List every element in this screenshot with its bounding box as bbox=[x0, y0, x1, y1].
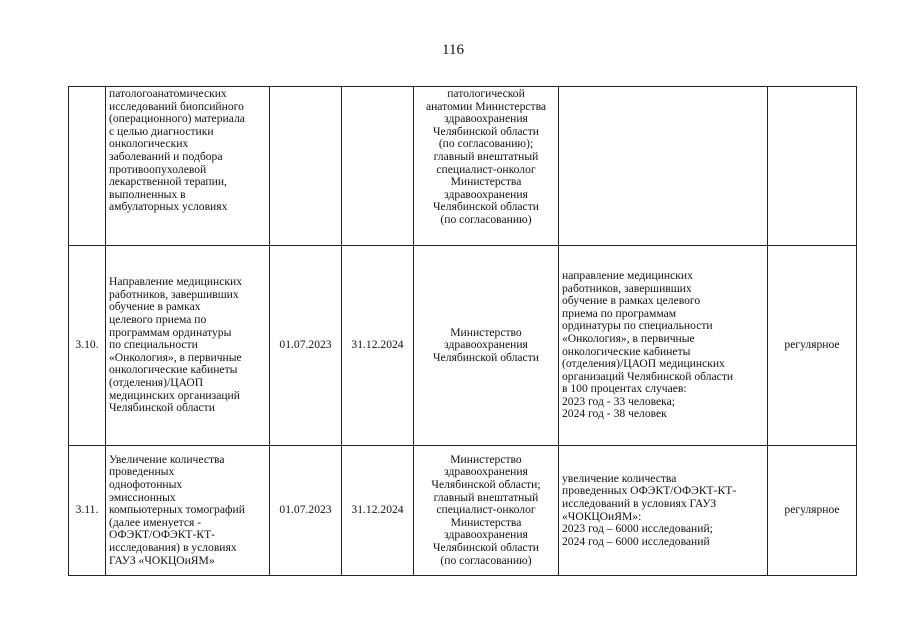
measure-description-cell bbox=[106, 446, 270, 576]
expected-result-cell-line: 2023 год - 33 человека; bbox=[562, 394, 675, 408]
expected-result-cell-line: 2024 год – 6000 исследований bbox=[562, 534, 710, 548]
measure-description-cell-line: компьютерных томографий bbox=[109, 503, 245, 517]
expected-result-cell-line: онкологические кабинеты bbox=[562, 344, 691, 358]
expected-result-cell-line: ординатуры по специальности bbox=[562, 319, 713, 333]
measure-description-cell-line: целевого приема по bbox=[109, 313, 207, 327]
measure-description-cell-line: (отделения)/ЦАОП bbox=[109, 375, 204, 389]
responsible-cell-line: (по согласованию); bbox=[438, 137, 534, 151]
responsible-cell-line: Министерства bbox=[450, 515, 522, 529]
measure-description-cell-line: ОФЭКТ/ОФЭКТ-КТ- bbox=[109, 528, 216, 542]
expected-result-cell-line: 2024 год - 38 человек bbox=[562, 407, 667, 421]
expected-result-cell bbox=[559, 246, 768, 446]
measure-description-cell-line: противоопухолевой bbox=[109, 162, 207, 176]
responsible-cell-line: здравоохранения bbox=[444, 528, 528, 542]
frequency-cell: регулярное bbox=[768, 246, 857, 446]
measure-description-cell-line: заболеваний и подбора bbox=[109, 149, 223, 163]
measure-description-cell-line: обучение в рамках bbox=[109, 300, 201, 314]
table-row bbox=[69, 446, 857, 576]
measure-description-cell bbox=[106, 87, 270, 246]
responsible-cell-line: здравоохранения bbox=[444, 465, 528, 479]
measure-description-cell-line: исследований биопсийного bbox=[109, 99, 244, 113]
measure-description-cell-line: Увеличение количества bbox=[109, 452, 225, 466]
start-date-cell bbox=[270, 87, 342, 246]
expected-result-cell-line: приема по программам bbox=[562, 306, 677, 320]
expected-result-cell-line: направление медицинских bbox=[562, 268, 693, 282]
measure-description-cell-line: исследования) в условиях bbox=[109, 540, 237, 554]
measure-description-cell-line: амбулаторных условиях bbox=[109, 200, 228, 214]
responsible-cell-line: Челябинской области bbox=[433, 124, 539, 138]
expected-result-cell-line: «ЧОКЦОиЯМ»: bbox=[562, 509, 642, 523]
measure-description-cell-line: однофотонных bbox=[109, 478, 183, 492]
responsible-cell bbox=[414, 87, 559, 246]
responsible-cell-line: анатомии Министерства bbox=[425, 99, 547, 113]
expected-result-cell-line: в 100 процентах случаев: bbox=[562, 382, 687, 396]
responsible-cell-line: Челябинской области bbox=[433, 350, 539, 364]
measure-description-cell-line: лекарственной терапии, bbox=[109, 175, 227, 189]
table-row bbox=[69, 246, 857, 446]
start-date-cell: 01.07.2023 bbox=[270, 246, 342, 446]
measure-description-cell-line: онкологические кабинеты bbox=[109, 363, 238, 377]
expected-result-cell-line: обучение в рамках целевого bbox=[562, 294, 701, 308]
responsible-cell-line: здравоохранения bbox=[444, 187, 528, 201]
measure-description-cell-line: выполненных в bbox=[109, 187, 186, 201]
end-date-cell: 31.12.2024 bbox=[342, 246, 414, 446]
responsible-cell-line: главный внештатный bbox=[433, 149, 539, 163]
item-number-cell: 3.11. bbox=[69, 446, 106, 576]
expected-result-cell-line: «Онкология», в первичные bbox=[562, 331, 695, 345]
responsible-cell-line: Челябинской области bbox=[433, 540, 539, 554]
expected-result-cell-line: (отделения)/ЦАОП медицинских bbox=[562, 357, 725, 371]
measure-description-cell bbox=[106, 246, 270, 446]
responsible-cell-line: Министерство bbox=[450, 452, 522, 466]
plan-table bbox=[68, 86, 857, 576]
measure-description-cell-line: онкологических bbox=[109, 137, 189, 151]
measure-description-cell-line: (операционного) материала bbox=[109, 112, 245, 126]
measure-description-cell-line: (далее именуется - bbox=[109, 515, 202, 529]
item-number-cell bbox=[69, 87, 106, 246]
expected-result-cell-line: 2023 год – 6000 исследований; bbox=[562, 522, 713, 536]
responsible-cell bbox=[414, 446, 559, 576]
responsible-cell bbox=[414, 246, 559, 446]
start-date-cell: 01.07.2023 bbox=[270, 446, 342, 576]
page-number: 116 bbox=[442, 42, 464, 58]
measure-description-cell-line: с целью диагностики bbox=[109, 124, 214, 138]
responsible-cell-line: (по согласованию) bbox=[440, 553, 532, 567]
expected-result-cell bbox=[559, 446, 768, 576]
expected-result-cell-line: организаций Челябинской области bbox=[562, 369, 734, 383]
responsible-cell-line: патологической bbox=[447, 87, 525, 100]
responsible-cell-line: Министерство bbox=[450, 325, 522, 339]
measure-description-cell-line: проведенных bbox=[109, 465, 175, 479]
frequency-cell bbox=[768, 87, 857, 246]
responsible-cell-line: главный внештатный bbox=[433, 490, 539, 504]
responsible-cell-line: Министерства bbox=[450, 175, 522, 189]
responsible-cell-line: специалист-онколог bbox=[436, 503, 536, 517]
measure-description-cell-line: медицинских организаций bbox=[109, 388, 240, 402]
end-date-cell bbox=[342, 87, 414, 246]
item-number-cell: 3.10. bbox=[69, 246, 106, 446]
responsible-cell-line: (по согласованию) bbox=[440, 212, 532, 226]
expected-result-cell-line: увеличение количества bbox=[562, 471, 677, 485]
measure-description-cell-line: Челябинской области bbox=[109, 401, 215, 415]
responsible-cell-line: Челябинской области bbox=[433, 200, 539, 214]
responsible-cell-line: здравоохранения bbox=[444, 338, 528, 352]
responsible-cell-line: здравоохранения bbox=[444, 112, 528, 126]
measure-description-cell-line: патологоанатомических bbox=[109, 87, 227, 100]
measure-description-cell-line: работников, завершивших bbox=[109, 287, 239, 301]
expected-result-cell-line: проведенных ОФЭКТ/ОФЭКТ-КТ- bbox=[562, 484, 737, 498]
frequency-cell: регулярное bbox=[768, 446, 857, 576]
end-date-cell: 31.12.2024 bbox=[342, 446, 414, 576]
measure-description-cell-line: ГАУЗ «ЧОКЦОиЯМ» bbox=[109, 553, 215, 567]
measure-description-cell-line: «Онкология», в первичные bbox=[109, 350, 242, 364]
table-row bbox=[69, 87, 857, 246]
measure-description-cell-line: программам ординатуры bbox=[109, 325, 232, 339]
measure-description-cell-line: по специальности bbox=[109, 338, 198, 352]
measure-description-cell-line: эмиссионных bbox=[109, 490, 176, 504]
responsible-cell-line: Челябинской области; bbox=[431, 478, 541, 492]
expected-result-cell bbox=[559, 87, 768, 246]
expected-result-cell-line: работников, завершивших bbox=[562, 281, 692, 295]
expected-result-cell-line: исследований в условиях ГАУЗ bbox=[562, 496, 717, 510]
measure-description-cell-line: Направление медицинских bbox=[109, 275, 243, 289]
responsible-cell-line: специалист-онколог bbox=[436, 162, 536, 176]
